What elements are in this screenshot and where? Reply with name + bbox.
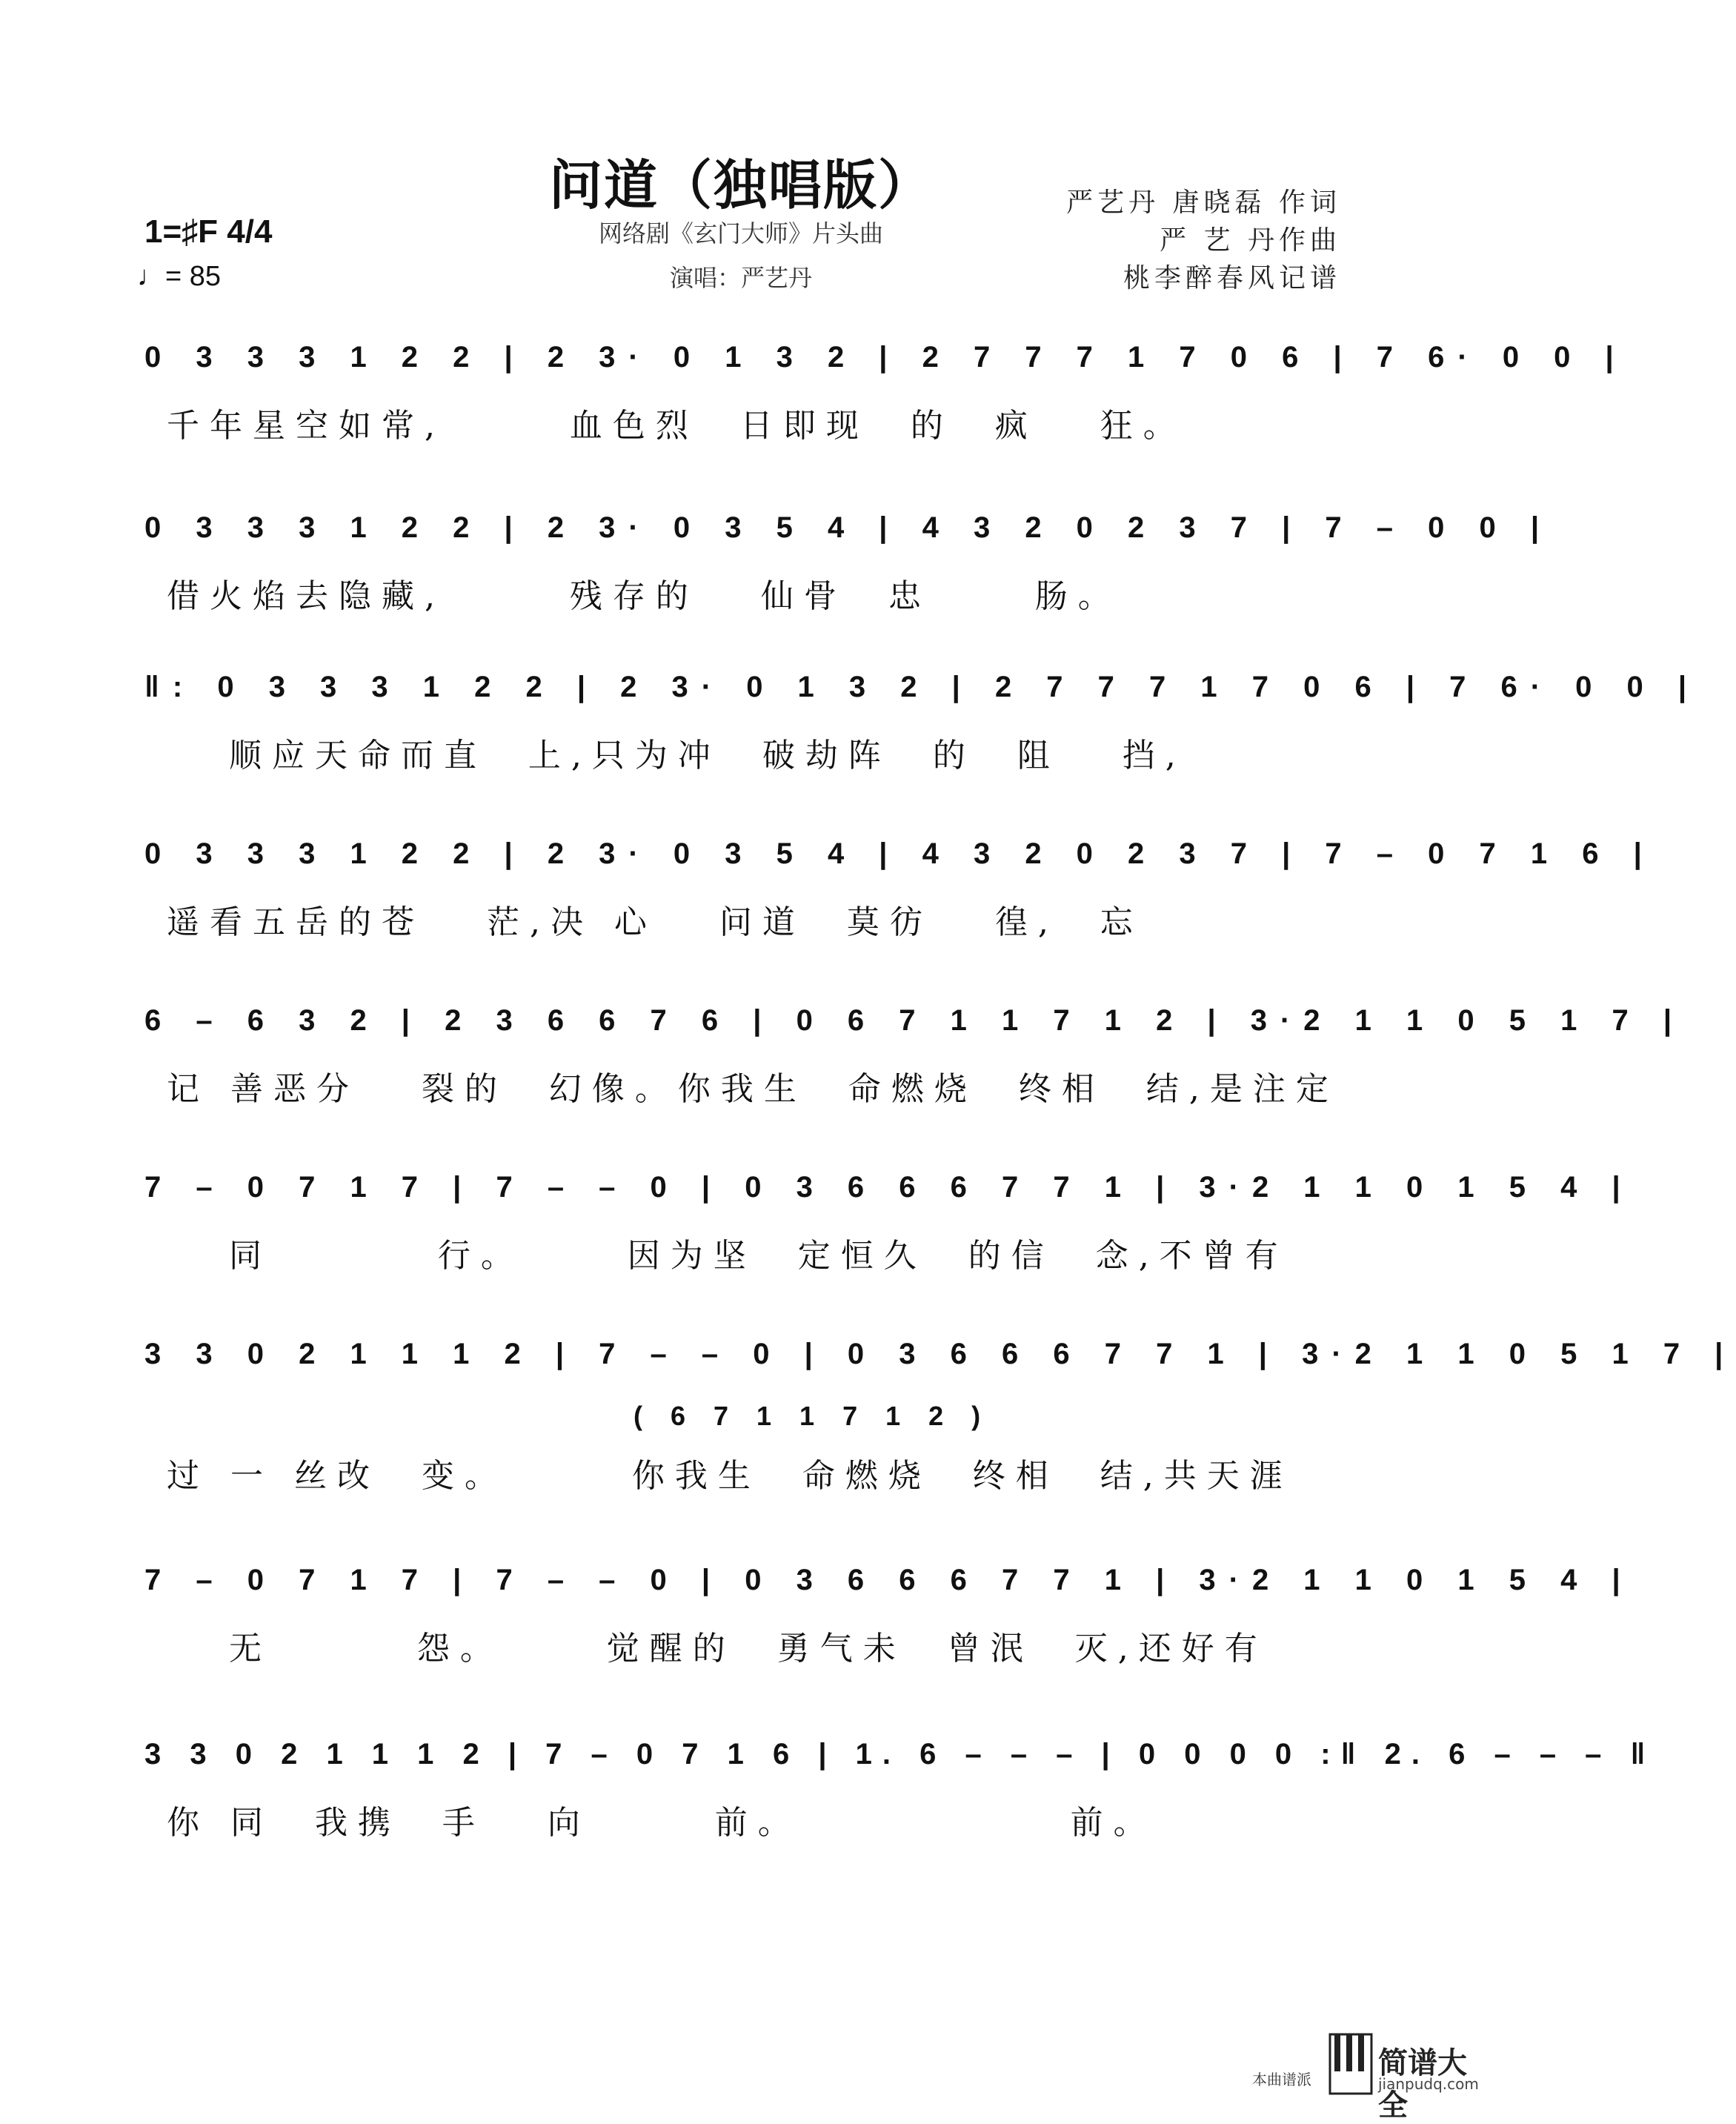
lyrics: 顺应天命而直 上,只为冲 破劫阵 的 阻 挡, [167,737,1186,774]
alternate-notes: ( 6 7 1 1 7 1 2 ) [633,1401,991,1431]
subtitle: 网络剧《玄门大师》片头曲 [598,219,883,248]
notation: 3 3 0 2 1 1 1 2 | 7 – 0 7 1 6 | 1. 6 – – – | 0 0 0 0 :‖ 2. 6 – – – ‖ [144,1738,1656,1770]
notation: 6 – 6 3 2 | 2 3 6 6 7 6 | 0 6 7 1 1 7 1 2 | 3·2 1 1 0 5 1 7 | [144,1004,1686,1037]
lyrics: 借火焰去隐藏, 残存的 仙骨 忠 肠。 [167,577,1121,615]
notation: 7 – 0 7 1 7 | 7 – – 0 | 0 3 6 6 6 7 7 1 | 3·2 1 1 0 1 5 4 | [144,1171,1634,1204]
notation: 3 3 0 2 1 1 1 2 | 7 – – 0 | 0 3 6 6 6 7 7 1 | 3·2 1 1 0 5 1 7 | [144,1338,1736,1370]
notation: 0 3 3 3 1 2 2 | 2 3· 0 1 3 2 | 2 7 7 7 1 7 0 6 | 7 6· 0 0 | [144,341,1627,374]
footer-note: 本曲谱派 [1252,2071,1311,2088]
site-url: jianpudq.com [1378,2075,1479,2093]
singer: 演唱：严艺丹 [669,264,812,292]
lyrics: 无 怨。 觉醒的 勇气未 曾泯 灭,还好有 [167,1630,1268,1667]
lyrics: 过 一 丝改 变。 你我生 命燃烧 终相 结,共天涯 [167,1457,1293,1495]
notation: 0 3 3 3 1 2 2 | 2 3· 0 3 5 4 | 4 3 2 0 2 3 7 | 7 – 0 7 1 6 | [144,837,1655,870]
notation: 0 3 3 3 1 2 2 | 2 3· 0 3 5 4 | 4 3 2 0 2 3 7 | 7 – 0 0 | [144,511,1553,544]
notation: 7 – 0 7 1 7 | 7 – – 0 | 0 3 6 6 6 7 7 1 | 3·2 1 1 0 1 5 4 | [144,1564,1634,1596]
lyrics: 记 善恶分 裂的 幻像。你我生 命燃烧 终相 结,是注定 [167,1070,1339,1108]
key-signature: 1=♯F 4/4 [144,213,273,250]
page-title: 问道（独唱版） [548,154,933,216]
composer-credit: 严 艺 丹作曲 [1160,225,1341,256]
lyricist-credit: 严艺丹 唐晓磊 作词 [1066,187,1341,218]
lyrics: 你 同 我携 手 向 前。 前。 [167,1804,1157,1842]
lyrics: 遥看五岳的苍 茫,决 心 问道 莫彷 徨, 忘 [167,903,1143,941]
lyrics: 同 行。 因为坚 定恒久 的信 念,不曾有 [167,1237,1288,1275]
lyrics: 千年星空如常, 血色烈 日即现 的 疯 狂。 [167,407,1186,445]
tempo-marking: ♩= 85 [137,261,222,292]
site-logo-text: 简谱大全 [1378,2046,1467,2123]
transcriber-credit: 桃李醉春风记谱 [1123,263,1341,293]
notation: ‖: 0 3 3 3 1 2 2 | 2 3· 0 1 3 2 | 2 7 7 7 1 7 0 6 | 7 6· 0 0 | [144,671,1700,703]
